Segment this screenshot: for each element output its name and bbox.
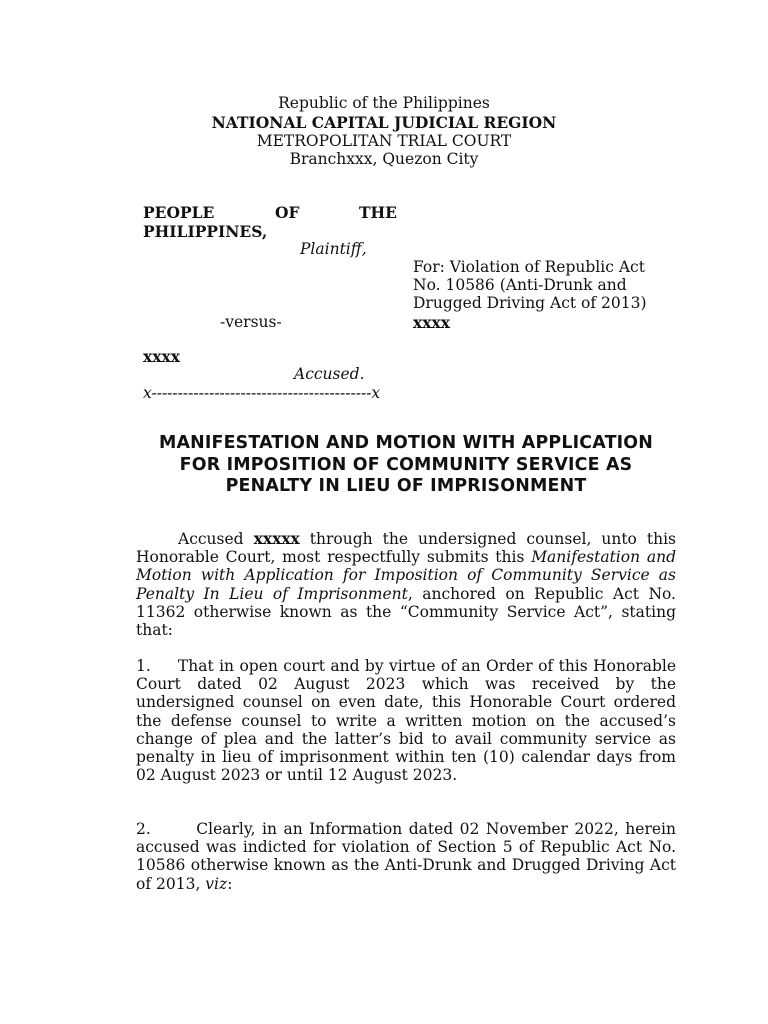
intro-paragraph: Accused xxxxx through the undersigned counsel, unto this Honorable Court, most respectfully submits this Manifestation and Motion with Application for Imposition of Community Service as Penalty In Lieu of Imprisonment, anchored on Republic Act No. 11362 otherwise known as the “Community Service Act”, stating that: (136, 529, 677, 640)
paragraph-2-viz: viz (205, 874, 228, 893)
case-number: xxxx (413, 313, 450, 332)
header-judicial-region: NATIONAL CAPITAL JUDICIAL REGION (211, 113, 557, 132)
title-line-2: FOR IMPOSITION OF COMMUNITY SERVICE AS (179, 454, 633, 475)
paragraph-1-number: 1. (136, 657, 151, 675)
document-title (120, 433, 692, 498)
numbered-paragraph-2: 2. Clearly, in an Information dated 02 November 2022, herein accused was indicted for violation of Section 5 of Republic Act No. 10586 otherwise known as the Anti-Drunk and Drugged Driving Act of 2013, viz: (136, 820, 676, 893)
accused-role: Accused. (294, 365, 365, 383)
case-description-line-3: Drugged Driving Act of 2013) (413, 294, 647, 312)
paragraph-2-number: 2. (136, 820, 151, 838)
plaintiff-role: Plaintiff, (300, 240, 367, 258)
intro-accused-name: xxxxx (253, 529, 300, 548)
paragraph-1-text: That in open court and by virtue of an Order of this Honorable Court dated 02 August 2023 which was received by the undersigned counsel on even date, this Honorable Court ordered the defense counsel to write a written motion on the accused’s change of plea and the latter’s bid to avail community service as penalty in lieu of imprisonment within ten (10) calendar days from 02 August 2023 or until 12 August 2023. (136, 657, 676, 785)
plaintiff-name-word-4: PHILIPPINES, (143, 222, 268, 241)
caption-separator: x------------------------------------------x (143, 384, 381, 402)
header-republic: Republic of the Philippines (278, 94, 490, 112)
plaintiff-name-word-1: PEOPLE (143, 203, 215, 222)
title-line-1: MANIFESTATION AND MOTION WITH APPLICATION (158, 433, 654, 453)
accused-name: xxxx (143, 347, 180, 366)
title-line-3: PENALTY IN LIEU OF IMPRISONMENT (225, 476, 587, 496)
plaintiff-name-word-3: THE (359, 203, 397, 222)
header-branch: Branchxxx, Quezon City (289, 150, 479, 168)
paragraph-2-text: Clearly, in an Information dated 02 November 2022, herein accused was indicted for violation of Section 5 of Republic Act No. 10586 otherwise known as the Anti-Drunk and Drugged Driving Act of 2013, (136, 820, 676, 893)
intro-motion-title: Manifestation and Motion with Application for Imposition of Community Service as Penalty In Lieu of Imprisonment (136, 548, 676, 603)
versus-label: -versus- (220, 313, 282, 331)
plaintiff-name-word-2: OF (275, 203, 300, 222)
header-court: METROPOLITAN TRIAL COURT (256, 132, 512, 150)
numbered-paragraph-1 (136, 657, 676, 784)
case-description-line-2: No. 10586 (Anti-Drunk and (413, 276, 627, 294)
case-description-line-1: For: Violation of Republic Act (413, 258, 645, 276)
